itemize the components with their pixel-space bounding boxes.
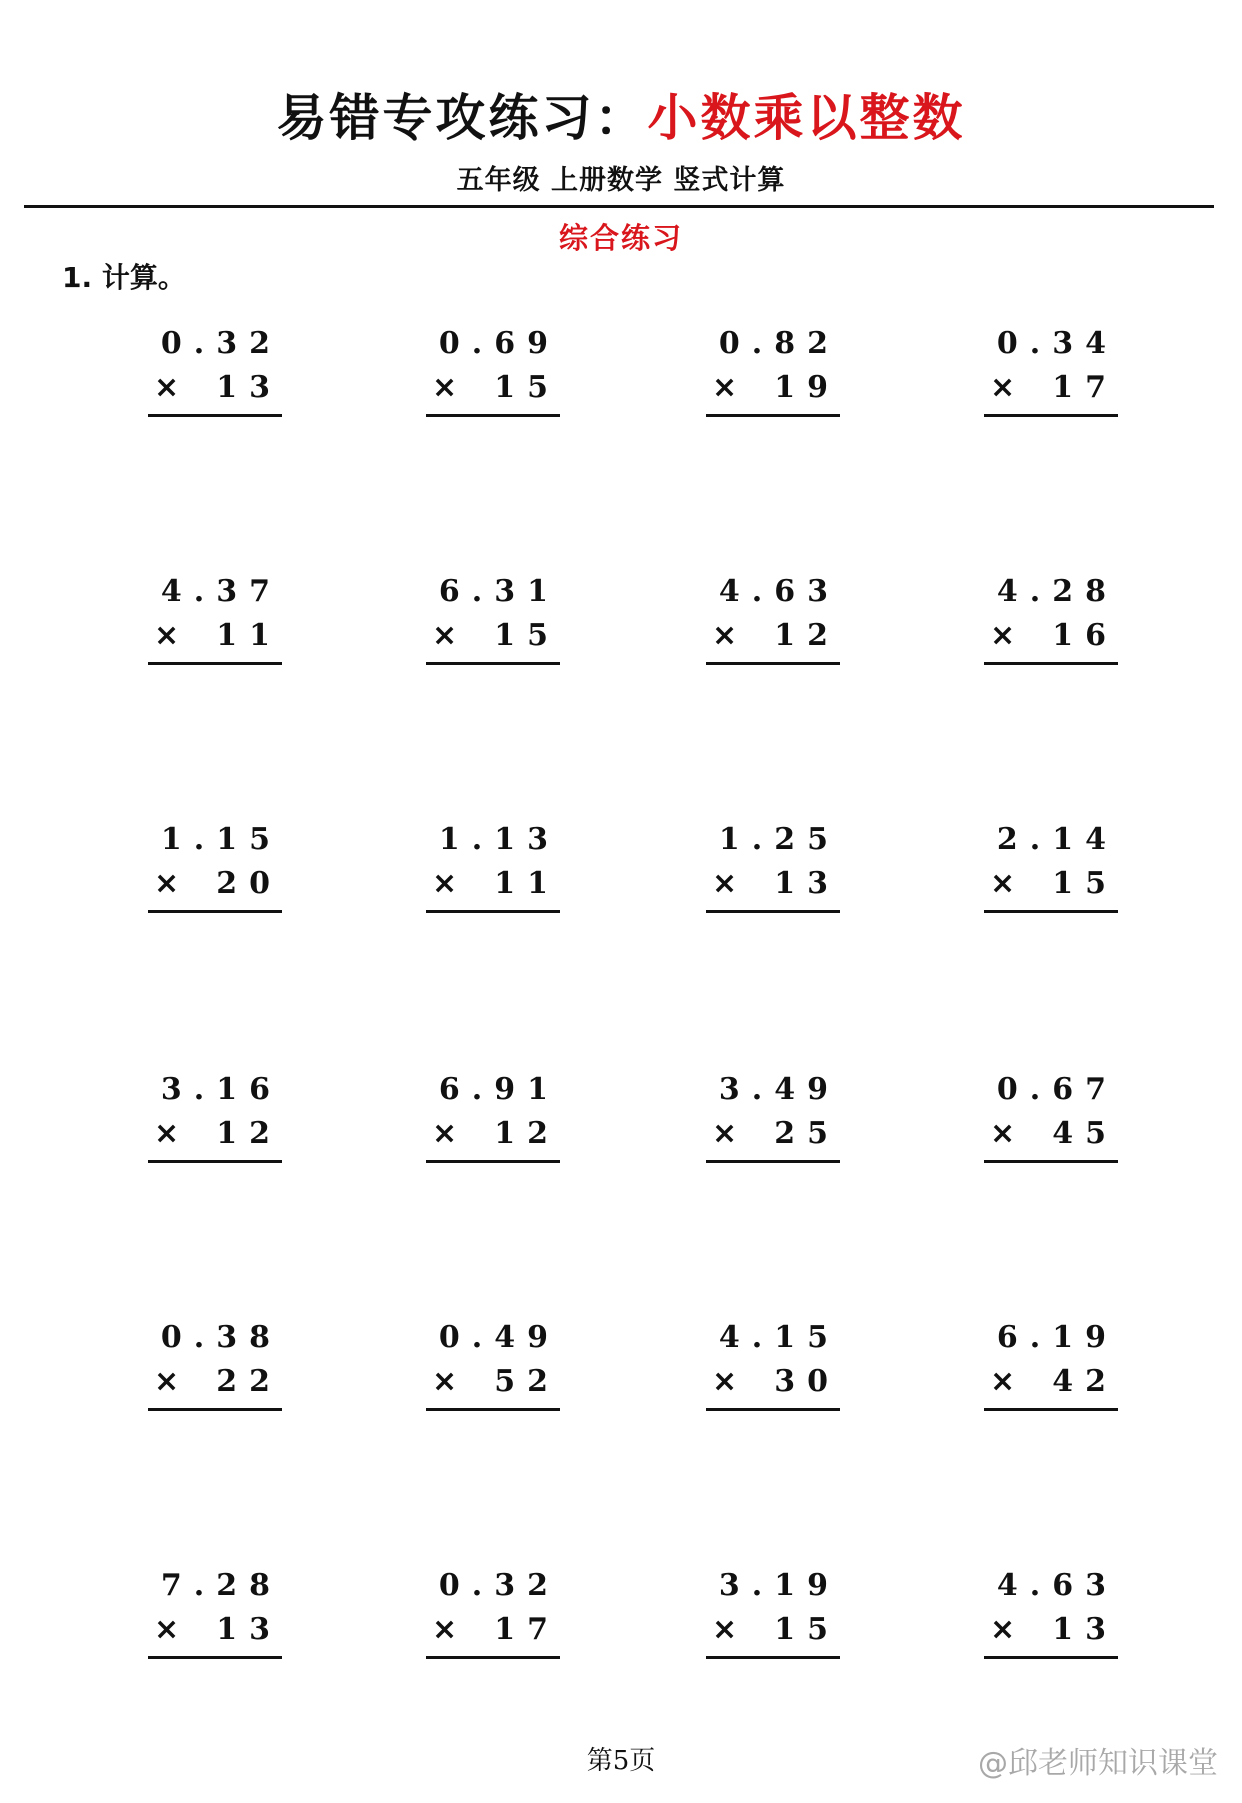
answer-line xyxy=(148,1160,282,1163)
problem-item xyxy=(148,1568,282,1664)
multiplicand: 4.15 xyxy=(718,1320,840,1355)
problem-item xyxy=(426,1072,560,1168)
times-sign: × xyxy=(990,866,1016,901)
multiplier: 15 xyxy=(494,370,560,405)
times-sign: × xyxy=(990,1612,1016,1647)
problem-item xyxy=(426,1568,560,1664)
times-sign: × xyxy=(432,1116,458,1151)
times-sign: × xyxy=(712,866,738,901)
answer-line xyxy=(984,1160,1118,1163)
times-sign: × xyxy=(712,618,738,653)
answer-line xyxy=(426,1408,560,1411)
multiplier: 13 xyxy=(216,1612,282,1647)
times-sign: × xyxy=(712,1364,738,1399)
multiplicand: 6.19 xyxy=(996,1320,1118,1355)
multiplicand: 0.34 xyxy=(996,326,1118,361)
times-sign: × xyxy=(432,618,458,653)
multiplicand: 4.28 xyxy=(996,574,1118,609)
problem-item xyxy=(148,822,282,918)
problem-item xyxy=(984,1568,1118,1664)
multiplier: 11 xyxy=(216,618,282,653)
problem-item xyxy=(148,1072,282,1168)
times-sign: × xyxy=(990,618,1016,653)
multiplicand: 6.31 xyxy=(438,574,560,609)
multiplicand: 1.25 xyxy=(718,822,840,857)
multiplicand: 0.49 xyxy=(438,1320,560,1355)
multiplicand: 1.15 xyxy=(160,822,282,857)
multiplicand: 3.49 xyxy=(718,1072,840,1107)
question-instruction: 1. 计算。 xyxy=(62,261,186,294)
answer-line xyxy=(148,910,282,913)
times-sign: × xyxy=(154,866,180,901)
problem-item xyxy=(426,1320,560,1416)
multiplicand: 3.19 xyxy=(718,1568,840,1603)
multiplicand: 7.28 xyxy=(160,1568,282,1603)
times-sign: × xyxy=(712,1116,738,1151)
answer-line xyxy=(984,1408,1118,1411)
problem-item xyxy=(706,1072,840,1168)
multiplier: 13 xyxy=(1052,1612,1118,1647)
multiplier: 25 xyxy=(774,1116,840,1151)
problem-item xyxy=(148,326,282,422)
problem-item xyxy=(706,1320,840,1416)
problem-item xyxy=(706,326,840,422)
multiplier: 13 xyxy=(774,866,840,901)
multiplier: 19 xyxy=(774,370,840,405)
multiplicand: 6.91 xyxy=(438,1072,560,1107)
problem-item xyxy=(984,822,1118,918)
problem-item xyxy=(984,574,1118,670)
multiplicand: 0.69 xyxy=(438,326,560,361)
multiplier: 15 xyxy=(774,1612,840,1647)
times-sign: × xyxy=(432,866,458,901)
answer-line xyxy=(706,414,840,417)
answer-line xyxy=(426,662,560,665)
answer-line xyxy=(426,414,560,417)
times-sign: × xyxy=(432,370,458,405)
multiplicand: 4.63 xyxy=(718,574,840,609)
title-topic: 小数乘以整数 xyxy=(647,88,966,147)
problem-item xyxy=(706,574,840,670)
problem-item xyxy=(426,822,560,918)
multiplier: 16 xyxy=(1052,618,1118,653)
multiplier: 30 xyxy=(774,1364,840,1399)
multiplier: 13 xyxy=(216,370,282,405)
multiplier: 17 xyxy=(1052,370,1118,405)
multiplicand: 3.16 xyxy=(160,1072,282,1107)
times-sign: × xyxy=(990,370,1016,405)
multiplicand: 1.13 xyxy=(438,822,560,857)
times-sign: × xyxy=(432,1612,458,1647)
problem-item xyxy=(148,574,282,670)
page-subtitle: 五年级 上册数学 竖式计算 xyxy=(456,165,786,196)
multiplier: 42 xyxy=(1052,1364,1118,1399)
multiplier: 22 xyxy=(216,1364,282,1399)
multiplicand: 4.37 xyxy=(160,574,282,609)
answer-line xyxy=(984,414,1118,417)
answer-line xyxy=(148,662,282,665)
multiplicand: 0.82 xyxy=(718,326,840,361)
watermark-text: @邱老师知识课堂 xyxy=(978,1746,1218,1781)
multiplier: 12 xyxy=(494,1116,560,1151)
problem-item xyxy=(706,822,840,918)
section-heading: 综合练习 xyxy=(558,221,683,255)
answer-line xyxy=(426,1160,560,1163)
problem-item xyxy=(426,326,560,422)
times-sign: × xyxy=(990,1116,1016,1151)
answer-line xyxy=(148,1656,282,1659)
times-sign: × xyxy=(154,618,180,653)
answer-line xyxy=(706,1408,840,1411)
title-prefix: 易错专攻练习： xyxy=(276,88,648,147)
answer-line xyxy=(984,1656,1118,1659)
times-sign: × xyxy=(432,1364,458,1399)
times-sign: × xyxy=(990,1364,1016,1399)
problem-item xyxy=(706,1568,840,1664)
multiplier: 45 xyxy=(1052,1116,1118,1151)
problem-item xyxy=(984,326,1118,422)
answer-line xyxy=(706,662,840,665)
multiplier: 15 xyxy=(494,618,560,653)
times-sign: × xyxy=(712,1612,738,1647)
problem-item xyxy=(426,574,560,670)
times-sign: × xyxy=(154,370,180,405)
multiplier: 20 xyxy=(216,866,282,901)
problem-item xyxy=(984,1072,1118,1168)
multiplier: 15 xyxy=(1052,866,1118,901)
multiplier: 11 xyxy=(494,866,560,901)
answer-line xyxy=(148,1408,282,1411)
problem-item xyxy=(984,1320,1118,1416)
times-sign: × xyxy=(712,370,738,405)
answer-line xyxy=(706,1160,840,1163)
multiplier: 17 xyxy=(494,1612,560,1647)
answer-line xyxy=(706,1656,840,1659)
multiplicand: 0.67 xyxy=(996,1072,1118,1107)
multiplicand: 4.63 xyxy=(996,1568,1118,1603)
multiplicand: 0.32 xyxy=(160,326,282,361)
multiplicand: 0.38 xyxy=(160,1320,282,1355)
answer-line xyxy=(984,662,1118,665)
answer-line xyxy=(426,910,560,913)
multiplicand: 0.32 xyxy=(438,1568,560,1603)
times-sign: × xyxy=(154,1116,180,1151)
multiplicand: 2.14 xyxy=(996,822,1118,857)
times-sign: × xyxy=(154,1364,180,1399)
page-number: 第5页 xyxy=(586,1746,656,1776)
multiplier: 12 xyxy=(774,618,840,653)
times-sign: × xyxy=(154,1612,180,1647)
multiplier: 12 xyxy=(216,1116,282,1151)
answer-line xyxy=(426,1656,560,1659)
answer-line xyxy=(984,910,1118,913)
multiplier: 52 xyxy=(494,1364,560,1399)
answer-line xyxy=(706,910,840,913)
problem-item xyxy=(148,1320,282,1416)
answer-line xyxy=(148,414,282,417)
